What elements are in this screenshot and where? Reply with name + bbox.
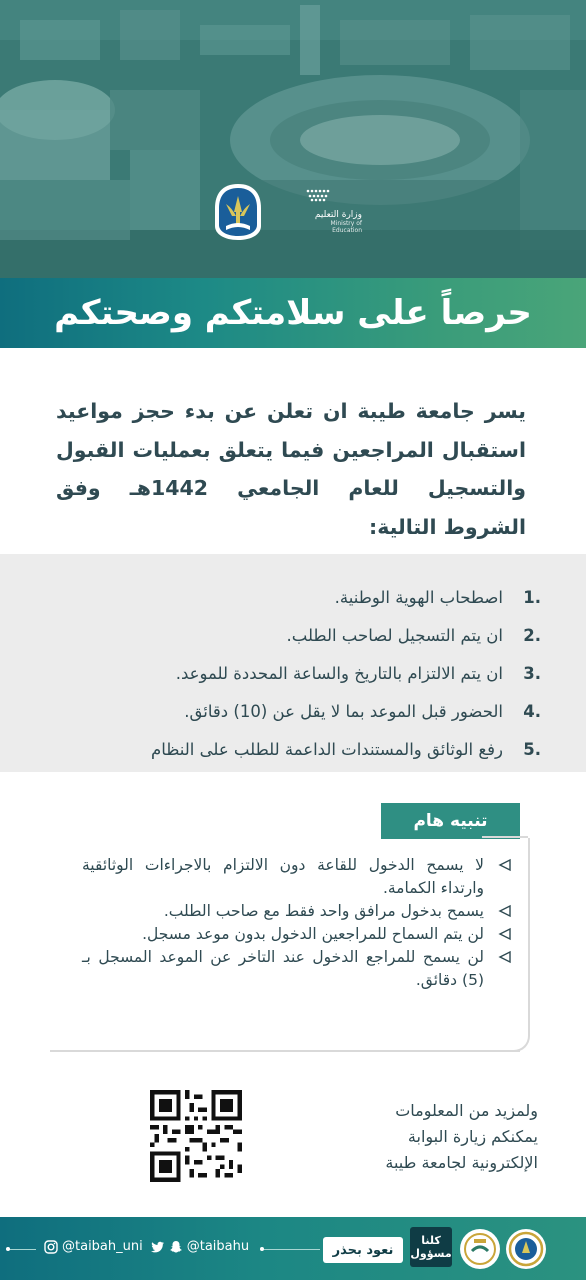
condition-text: ان يتم التسجيل لصاحب الطلب.	[286, 625, 503, 645]
moe-logo-arabic: وزارة التعليم	[314, 210, 362, 220]
condition-item	[151, 616, 541, 654]
logos-group	[212, 182, 362, 244]
taibah-university-logo	[212, 182, 264, 242]
triangle-bullet-icon	[498, 927, 512, 941]
condition-item	[151, 692, 541, 730]
nawood-bihathar-badge: نعود بحذر	[323, 1237, 403, 1263]
condition-number: .5	[523, 739, 541, 759]
instagram-handle[interactable]: @taibah_uni	[62, 1239, 143, 1254]
condition-item	[151, 730, 541, 768]
notice-list	[82, 854, 512, 992]
footer-divider-left	[8, 1249, 36, 1250]
qr-code[interactable]	[150, 1090, 242, 1182]
kulluna-masool-badge	[410, 1227, 452, 1267]
notice-box-bottom-border	[50, 1050, 520, 1052]
condition-item	[151, 654, 541, 692]
ministry-of-education-logo	[304, 186, 362, 234]
university-seal-icon	[506, 1229, 546, 1269]
banner-title: حرصاً على سلامتكم وصحتكم	[54, 293, 532, 333]
notice-item-text: يسمح بدخول مرافق واحد فقط مع صاحب الطلب.	[163, 902, 484, 920]
kulluna-line1: كلنا	[421, 1234, 441, 1247]
more-info-line: الإلكترونية لجامعة طيبة	[385, 1153, 538, 1172]
notice-item-text: لا يسمح الدخول للقاعة دون الالتزام بالاجراءات الوثائقية وارتداء الكمامة.	[82, 856, 484, 897]
more-info-line: ولمزيد من المعلومات	[395, 1101, 538, 1120]
condition-text: ان يتم الالتزام بالتاريخ والساعة المحددة للموعد.	[175, 663, 503, 683]
condition-item	[151, 578, 541, 616]
footer-divider-right	[262, 1249, 320, 1250]
intro-paragraph: يسر جامعة طيبة ان تعلن عن بدء حجز مواعيد استقبال المراجعين فيما يتعلق بعمليات القبول والتسجيل للعام الجامعي 1442هـ وفق الشروط التالية:	[56, 399, 526, 539]
more-info-text	[298, 1098, 538, 1176]
moe-logo-english: Ministry of Education	[330, 220, 362, 234]
notice-item-text: لن يتم السماح للمراجعين الدخول بدون موعد مسجل.	[142, 925, 484, 943]
condition-number: .4	[523, 701, 541, 721]
condition-number: .3	[523, 663, 541, 683]
notice-item	[82, 854, 512, 900]
more-info-line: يمكنكم زيارة البوابة	[407, 1127, 538, 1146]
footer-dot	[260, 1247, 264, 1251]
accreditation-seal-icon	[460, 1229, 500, 1269]
title-banner	[0, 278, 586, 348]
social-links	[44, 1239, 249, 1254]
moe-dots-icon	[304, 188, 334, 202]
twitter-handle[interactable]: @taibahu	[186, 1239, 250, 1254]
triangle-bullet-icon	[498, 858, 512, 872]
triangle-bullet-icon	[498, 904, 512, 918]
footer-dot	[6, 1247, 10, 1251]
condition-text: رفع الوثائق والمستندات الداعمة للطلب على النظام	[151, 739, 503, 759]
notice-item	[82, 946, 512, 992]
instagram-icon[interactable]	[44, 1240, 58, 1254]
snapchat-icon[interactable]	[169, 1240, 183, 1254]
notice-item	[82, 900, 512, 923]
condition-number: .2	[523, 625, 541, 645]
notice-item-text: لن يسمح للمراجع الدخول عند التاخر عن الموعد المسجل بـ (5) دقائق.	[82, 948, 484, 989]
condition-number: .1	[523, 587, 541, 607]
triangle-bullet-icon	[498, 950, 512, 964]
footer-bar	[0, 1217, 586, 1280]
notice-box-top-border	[482, 836, 528, 838]
notice-box	[52, 838, 530, 1052]
notice-item	[82, 923, 512, 946]
condition-text: اصطحاب الهوية الوطنية.	[334, 587, 503, 607]
notice-title-tab: تنبيه هام	[381, 803, 520, 839]
hero-campus-image	[0, 0, 586, 278]
twitter-icon[interactable]	[151, 1240, 165, 1254]
condition-text: الحضور قبل الموعد بما لا يقل عن (10) دقائق.	[184, 701, 503, 721]
conditions-section	[0, 554, 586, 772]
conditions-list	[151, 578, 541, 768]
kulluna-line2: مسؤول	[410, 1247, 452, 1260]
